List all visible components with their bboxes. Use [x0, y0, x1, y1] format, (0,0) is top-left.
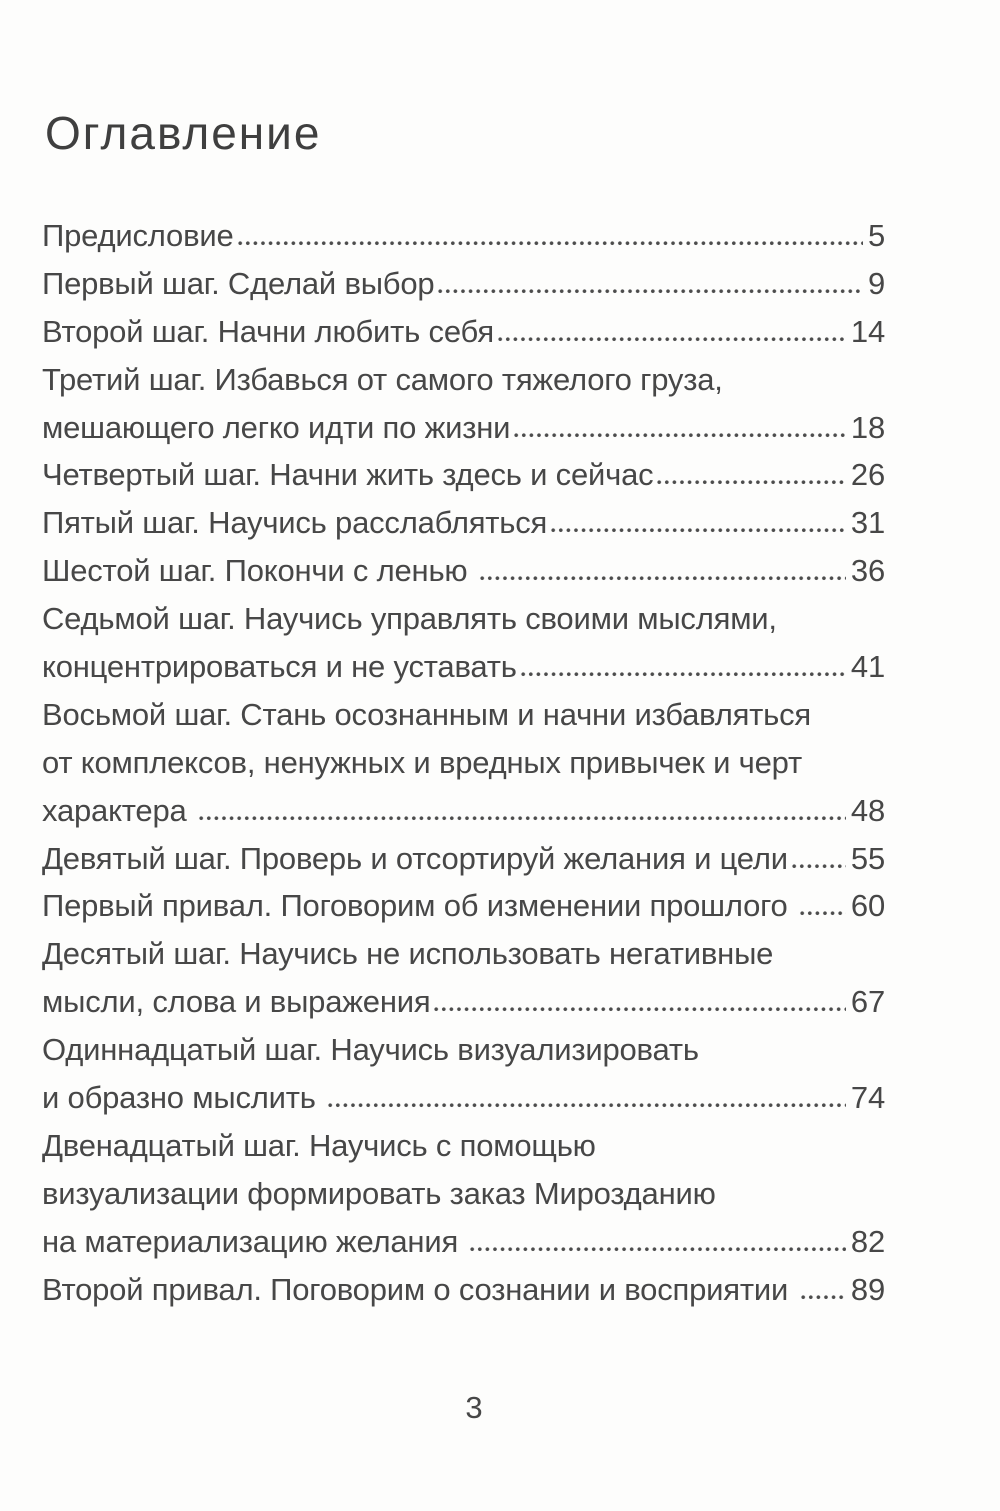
dot-leader: [791, 860, 846, 869]
toc-entry-text: Второй привал. Поговорим о сознании и восприятии: [42, 1271, 797, 1307]
toc-entry-text: Первый привал. Поговорим об изменении прошлого: [42, 888, 797, 924]
toc-entry: [42, 882, 885, 930]
toc-entry: [42, 835, 885, 883]
dot-leader: [433, 1003, 845, 1012]
dot-leader: [327, 1099, 846, 1108]
dot-leader: [520, 668, 846, 677]
dot-leader: [513, 429, 846, 438]
toc-entry: [42, 595, 885, 643]
toc-entry-page: 9: [867, 265, 885, 301]
toc-entry-page: 89: [850, 1271, 885, 1307]
dot-leader: [437, 285, 863, 294]
toc-entry-text: Шестой шаг. Покончи с ленью: [42, 553, 476, 589]
toc-entry-page: 14: [850, 313, 885, 349]
dot-leader: [469, 1243, 845, 1252]
toc-entry: [42, 1170, 885, 1218]
toc-entry-text: визуализации формировать заказ Мирозданию: [42, 1175, 716, 1211]
toc-entry-text: Третий шаг. Избавься от самого тяжелого груза,: [42, 361, 723, 397]
dot-leader: [198, 812, 846, 821]
dot-leader: [479, 572, 846, 581]
toc-entry-text: мысли, слова и выражения: [42, 984, 431, 1020]
toc-entry: [42, 930, 885, 978]
dot-leader: [656, 476, 845, 485]
toc-entry-page: 18: [850, 409, 885, 445]
dot-leader: [799, 907, 846, 916]
toc-entry-text: Седьмой шаг. Научись управлять своими мыслями,: [42, 601, 777, 637]
toc-entry-page: 82: [850, 1223, 885, 1259]
toc-entry: [42, 1218, 885, 1266]
toc-entry-page: 48: [850, 792, 885, 828]
toc-entry-text: Предисловие: [42, 218, 234, 253]
toc-entry-text: и образно мыслить: [42, 1080, 325, 1116]
toc-entry-page: 36: [850, 553, 885, 589]
toc-entry-page: 5: [867, 218, 885, 253]
toc-entry: [42, 308, 885, 356]
toc-list: [42, 212, 885, 1313]
toc-entry-text: Пятый шаг. Научись расслабляться: [42, 505, 548, 541]
toc-entry: [42, 1074, 885, 1122]
toc-entry: [42, 1122, 885, 1170]
toc-entry-text: Одиннадцатый шаг. Научись визуализировать: [42, 1032, 699, 1068]
toc-entry-page: 55: [850, 840, 885, 876]
toc-entry-text: Первый шаг. Сделай выбор: [42, 265, 435, 301]
toc-entry-text: Восьмой шаг. Стань осознанным и начни избавляться: [42, 696, 812, 732]
toc-entry-text: характера: [42, 792, 195, 828]
toc-entry: [42, 643, 885, 691]
toc-entry: [42, 547, 885, 595]
toc-entry-page: 41: [850, 649, 885, 685]
toc-entry: [42, 1026, 885, 1074]
toc-entry-text: Двенадцатый шаг. Научись с помощью: [42, 1127, 596, 1163]
toc-entry: [42, 1266, 885, 1314]
toc-entry: [42, 739, 885, 787]
toc-entry-text: Четвертый шаг. Начни жить здесь и сейчас: [42, 457, 654, 493]
toc-entry: [42, 404, 885, 452]
toc-entry: [42, 451, 885, 499]
toc-entry: [42, 260, 885, 308]
toc-entry-text: Девятый шаг. Проверь и отсортируй желания и цели: [42, 840, 788, 876]
toc-entry-text: на материализацию желания: [42, 1223, 467, 1259]
toc-entry: [42, 499, 885, 547]
toc-entry-text: концентрироваться и не уставать: [42, 649, 517, 685]
toc-entry-page: 74: [850, 1080, 885, 1116]
toc-entry-page: 26: [850, 457, 885, 493]
page-number: 3: [465, 1390, 483, 1425]
toc-entry-text: от комплексов, ненужных и вредных привычек и черт: [42, 744, 802, 780]
toc-entry: [42, 787, 885, 835]
toc-entry-text: мешающего легко идти по жизни: [42, 409, 511, 445]
dot-leader: [550, 524, 846, 533]
dot-leader: [497, 333, 846, 342]
toc-entry: [42, 356, 885, 404]
toc-entry-page: 60: [850, 888, 885, 924]
dot-leader: [800, 1291, 846, 1300]
toc-entry-page: 67: [850, 984, 885, 1020]
dot-leader: [237, 237, 863, 246]
toc-entry: [42, 691, 885, 739]
toc-entry-text: Второй шаг. Начни любить себя: [42, 313, 494, 349]
toc-entry-text: Десятый шаг. Научись не использовать негативные: [42, 936, 774, 972]
toc-entry: [42, 212, 885, 260]
toc-title: Оглавление: [45, 107, 322, 159]
toc-entry: [42, 978, 885, 1026]
toc-entry-page: 31: [850, 505, 885, 541]
